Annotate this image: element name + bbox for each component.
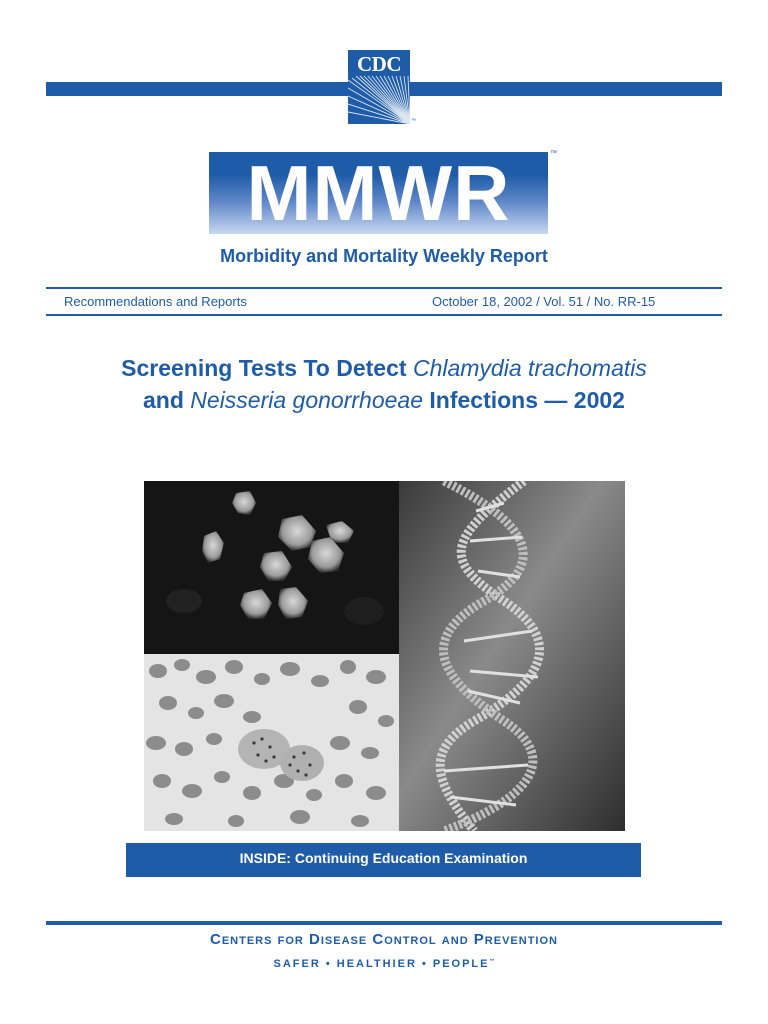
series-rule-bottom [46,314,722,316]
publication-subtitle: Morbidity and Mortality Weekly Report [220,246,548,266]
agency-name: Centers for Disease Control and Prevention [210,931,558,948]
footer-rule [46,921,722,925]
mmwr-banner [209,149,548,237]
dna-helix-image [399,481,625,831]
cover-image [144,481,625,831]
cdc-logo-text: CDC [357,52,401,76]
series-rule-top [46,287,722,289]
fluorescent-cells-image [144,481,399,654]
series-name: Recommendations and Reports [64,294,247,309]
stained-smear-image [144,654,399,831]
report-title-line-2: and Neisseria gonorrhoeae Infections — 2002 [143,387,625,413]
mmwr-trademark: ™ [550,150,557,157]
report-title-line-1: Screening Tests To Detect Chlamydia trachomatis [121,355,647,381]
issue-info: October 18, 2002 / Vol. 51 / No. RR-15 [432,294,656,309]
agency-tagline: SAFER • HEALTHIER • PEOPLE™ [273,958,495,970]
inside-banner: INSIDE: Continuing Education Examination [126,843,641,877]
cdc-logo [348,50,410,124]
cdc-trademark: ™ [411,118,416,124]
report-title [0,352,768,416]
mmwr-title: MMWR [246,149,511,237]
